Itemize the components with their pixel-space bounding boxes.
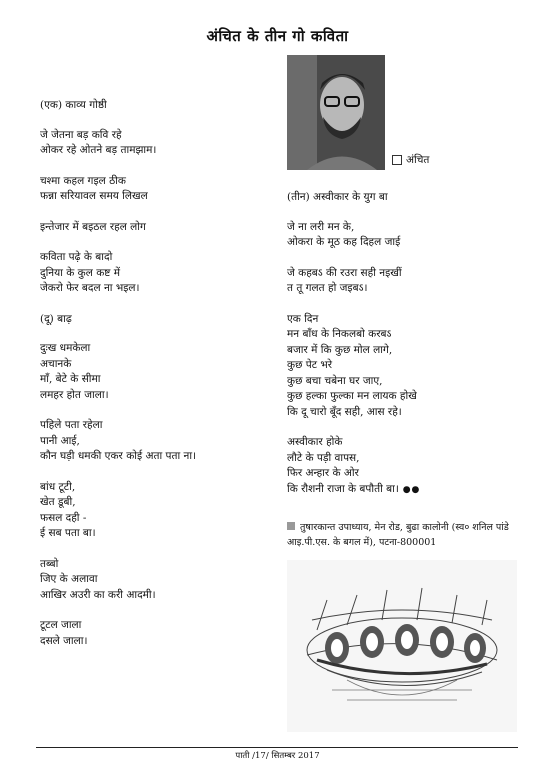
poem-line: ओकर रहे ओतने बड़ तामझाम। bbox=[40, 144, 157, 156]
caption-box-icon bbox=[392, 155, 402, 165]
poem1-stanza bbox=[40, 220, 280, 236]
poem-line: माँ, बेटे के सीमा bbox=[40, 373, 101, 385]
poem-line: चश्मा कहल गइल ठीक bbox=[40, 174, 126, 187]
poem-line: फिर अन्हार के ओर bbox=[287, 467, 359, 479]
poem-line: दसले जाला। bbox=[40, 634, 88, 647]
author-name: अंचित bbox=[406, 154, 430, 166]
poem-line: कविता पढ़े के बादो bbox=[40, 251, 113, 263]
poem-line: टूटल जाला bbox=[40, 619, 82, 631]
poem3-stanza bbox=[287, 220, 527, 251]
poem-line: बजार में कि कुछ मोल लागे, bbox=[287, 343, 393, 356]
poem-line: अचानके bbox=[40, 357, 72, 370]
poem-line: आखिर अउरी का करी आदमी। bbox=[40, 588, 156, 601]
poem-line: खेत डूबी, bbox=[40, 496, 76, 508]
poem-line: ओकरा के मूठ कह दिहल जाई bbox=[287, 236, 401, 248]
poem-line: मन बाँध के निकलबो करबऽ bbox=[287, 328, 392, 340]
poem-line: जिए के अलावा bbox=[40, 573, 98, 585]
poem-line: पानी आई, bbox=[40, 434, 80, 447]
portrait-image bbox=[287, 55, 385, 170]
poem-line: कुछ बचा चबेना घर जाए, bbox=[287, 374, 383, 387]
poem2-stanza bbox=[40, 557, 280, 604]
pot-sketch-icon bbox=[287, 560, 517, 732]
poem1-stanza bbox=[40, 250, 280, 297]
poem-line: दुःख धमकेला bbox=[40, 342, 91, 354]
poem1-heading: (एक) काव्य गोष्ठी bbox=[40, 99, 107, 111]
poem-line: तब्बो bbox=[40, 557, 59, 570]
poem-line: फन्ना सरियावल समय लिखल bbox=[40, 190, 148, 202]
author-photo bbox=[287, 55, 385, 170]
end-mark-icon: ●● bbox=[398, 484, 421, 495]
poem-line: कौन घड़ी धमकी एकर कोई अता पता ना। bbox=[40, 450, 197, 462]
poem-line: लौटे के पड़ी वापस, bbox=[287, 451, 360, 464]
poem2-heading: (दू) बाढ़ bbox=[40, 312, 72, 325]
poem-line: एक दिन bbox=[287, 312, 319, 325]
poem3-heading: (तीन) अस्वीकार के युग बा bbox=[287, 191, 388, 203]
poem2-stanza bbox=[40, 480, 280, 542]
right-column bbox=[287, 190, 527, 513]
poem-line: जे जेतना बड़ कवि रहे bbox=[40, 128, 122, 141]
poem2-stanza bbox=[40, 418, 280, 465]
poem-line: कि रौशनी राजा के बपौती बा। ●● bbox=[287, 482, 421, 495]
sketch-illustration bbox=[287, 560, 517, 732]
address-text: तुषारकान्त उपाध्याय, मेन रोड, बुढा कालोनी (स्व० शनिल पांडे आइ.पी.एस. के बगल में), पटना-800001 bbox=[287, 522, 509, 548]
poem3-stanza bbox=[287, 266, 527, 297]
author-caption bbox=[392, 153, 429, 167]
poem2-stanza bbox=[40, 618, 280, 649]
page-title: अंचित के तीन गो कविता bbox=[206, 27, 349, 45]
bullet-square-icon bbox=[287, 522, 295, 530]
address-block bbox=[287, 520, 537, 550]
poem-line: ई सब पता बा। bbox=[40, 527, 96, 539]
poem-line: कुछ हल्का फुल्का मन लायक होखे bbox=[287, 390, 417, 402]
poem1-stanza bbox=[40, 174, 280, 205]
poem-line: त तू गलत हो जइबऽ। bbox=[287, 282, 368, 294]
poem-line: पहिले पता रहेला bbox=[40, 419, 103, 431]
left-column bbox=[40, 98, 280, 664]
page-footer: पाती /17/ सितम्बर 2017 bbox=[235, 751, 320, 761]
poem-line: दुनिया के कुल कष्ट में bbox=[40, 266, 121, 279]
poem3-stanza bbox=[287, 435, 527, 498]
poem-line: लमहर होत जाला। bbox=[40, 388, 109, 401]
footer-rule bbox=[36, 747, 518, 748]
poem1-stanza bbox=[40, 128, 280, 159]
poem-line: जे कहबऽ की रउरा सही नइखीं bbox=[287, 266, 402, 279]
poem-line: कुछ पेट भरे bbox=[287, 359, 333, 371]
poem-line: फसल दही - bbox=[40, 511, 87, 524]
poem2-stanza bbox=[40, 341, 280, 403]
poem3-stanza bbox=[287, 312, 527, 421]
poem-line: जे ना लरी मन के, bbox=[287, 220, 355, 233]
poem-line: कि दू चारो बूँद सही, आस रहे। bbox=[287, 405, 402, 418]
poem-line: जेकरो फेर बदल ना भइल। bbox=[40, 282, 140, 294]
poem-line: अस्वीकार होके bbox=[287, 436, 343, 448]
poem-line: इन्तेजार में बइठल रहल लोग bbox=[40, 220, 146, 233]
poem-line: बांध टूटी, bbox=[40, 480, 76, 493]
